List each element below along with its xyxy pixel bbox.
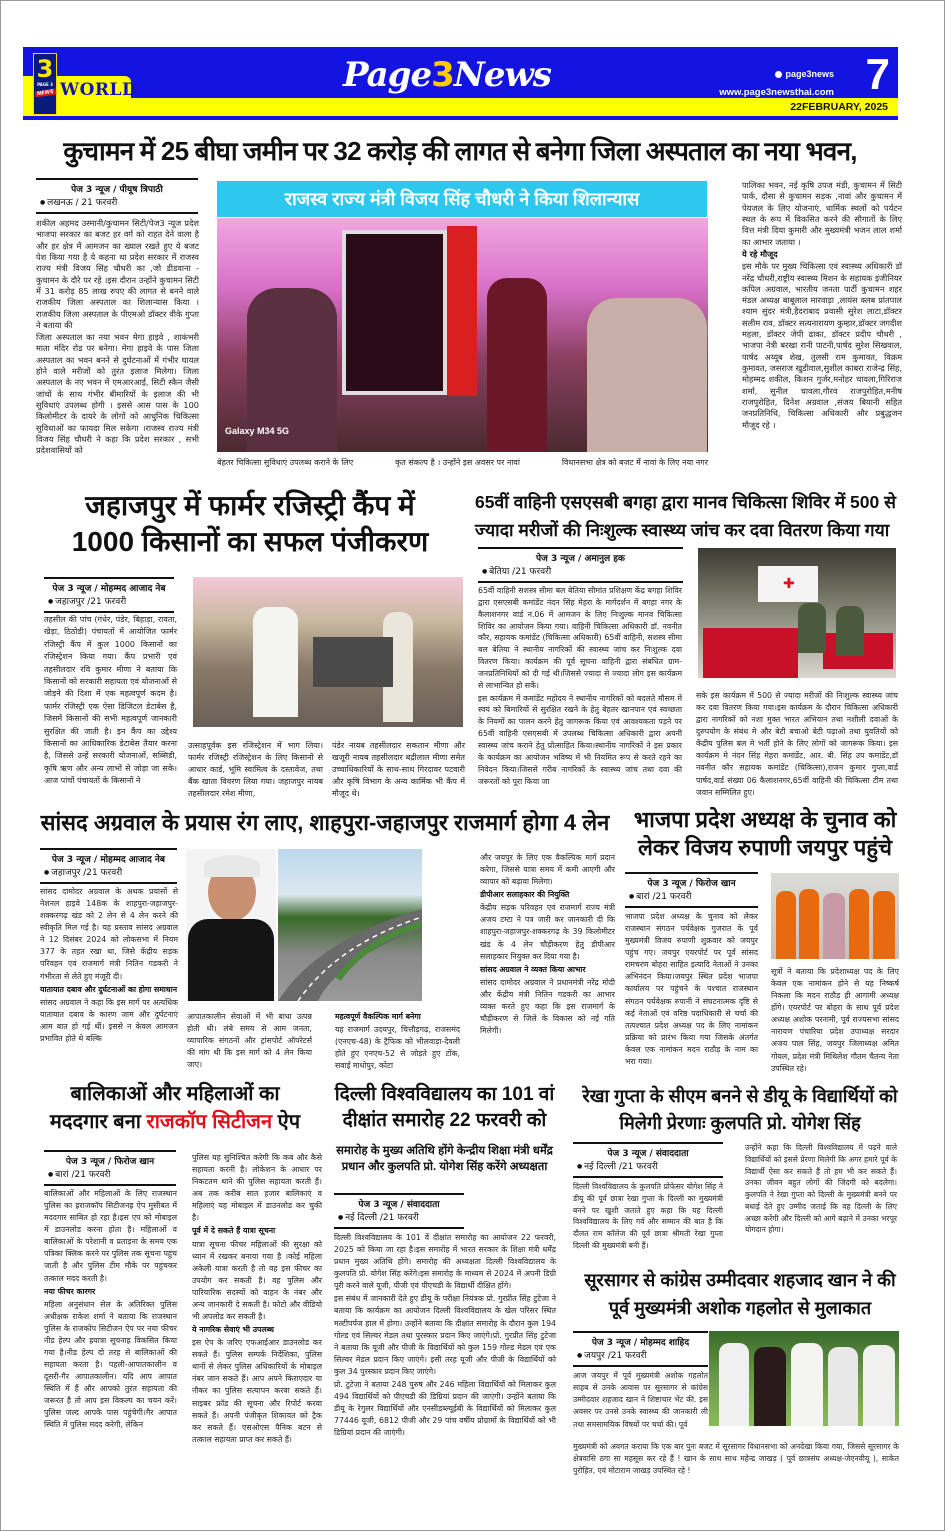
article-column — [573, 1441, 899, 1478]
foundation-plaque — [342, 230, 447, 395]
headline-part: मददगार बना — [49, 1111, 141, 1133]
article-column — [332, 740, 465, 801]
article-column — [745, 1142, 897, 1237]
paragraph: बालिकाओं और महिलाओं के लिए राजस्थान पुलिस का ह्रराजकॉप सिटीजनह्र ऐप मुसीबत में मददगार साबित हो रहा है।इस एप को मोबाइल में डाउनलोड करना होता है। महिलाओं व बालिकाओं के परेशानी व प्रताड़ना के समय एक पत्रिका क्लिक करने पर पुलिस तक सूचना पहुंच जाती है और पुलिस टीम मौके पर पहुंचकर तत्काल मदद करती है। — [44, 1189, 177, 1283]
paragraph: सांसद दामोदर अग्रवाल ने प्रधानमंत्री नरेंद्र मोदी और केंद्रीय मंत्री नितिन गडकरी का आभार व्यक्त करते हुए कहा कि इस राजमार्ग के चौड़ीकरण से जिले के विकास को नई गति मिलेगी। — [480, 977, 615, 1036]
date-strip — [23, 98, 898, 116]
paragraph: उत्साहपूर्वक इस रजिस्ट्रेशन में भाग लिया। फार्मर रजिस्ट्री रजिस्ट्रेशन के लिए किसानों से आधार कार्ड, भूमि स्वामित्व के दस्तावेज, तथा बैंक खाता विवरण लिया गया। जहाजपुर नायब तहसीलदार रमेश मीणा, — [188, 741, 323, 798]
photo-caption-row — [217, 457, 708, 468]
red-cross-icon: ✚ — [783, 576, 795, 592]
caption-text: विधानसभा क्षेत्र को बजट में नावां के लिए नया नगर — [561, 458, 708, 467]
social-text: page3news — [785, 69, 834, 79]
paragraph: यात्रा सूचना फीचर महिलाओं की सुरक्षा को ध्यान में रखकर बनाया गया है ।कोई महिला अकेली यात्रा करती है तो वह इस फीचर का उपयोग कर सकती है। वह पुलिस और पारियारिक सदस्यों को वाहन के नंबर और अन्य जानकारी दे सकती है। फोटो और वीडियो भी अपलोड कर सकती है। — [192, 1239, 322, 1322]
paragraph: महिला अनुसंधान सेल के अतिरिक्त पुलिस अधीक्षक राकेश शर्मा ने बताया कि राजस्थान पुलिस के राजकोप सिटीजन ऐप पर नया फीचर नीड हेल्प और ह्रयात्रा सूचनाह्र विकसित किया गया है।नीड हेल्प दो तरह से बालिकाओं की सहायता करता है। पहली-आपातकालीन व दूसरी-गैर आपातकालीन। यदि आप आपात स्थिति में हैं और आपको तुरंत सहायता की जरूरत है तो आप इस विकल्प का चयन करें।पुलिस जल्द आपके पास पहुंचेगी।गैर आपात स्थिति में पुलिस मदद करेगी, लेकिन — [44, 1299, 177, 1430]
headline-rajcop — [40, 1080, 310, 1136]
subheading: ये रहे मौजूद — [742, 248, 778, 259]
paragraph: शकील अहमद उस्मानी/कुचामन सिटी/पेज3 न्यूज प्रदेश भाजपा सरकार का बजट हर वर्ग को राहत देने वाला है और हर क्षेत्र में आमजन का ख्याल रखते हुए ये बजट पेश किया गया है ये कहना था प्रदेश सरकार में राजस्व राज्य मंत्री विजय सिंह चौधरी का ,जो डीडवाना - कुचामन के दौरे पर रहे ।इस दौरान उन्होंने कुचामन सिटी में 31 करोड़ 85 लाख रुपए की लागत से बनने वाले राजकीय जिला अस्पताल का शिलान्यास किया । राजकीय जिला अस्पताल के पीएमओ डॉक्टर वीके गुप्ता ने बताया की — [36, 218, 199, 330]
headline-bjp — [620, 806, 910, 862]
person — [849, 889, 869, 959]
paragraph: यह राजमार्ग उदयपुर, चित्तौड़गढ़, राजसमंद (एनएच-48) के ट्रैफिक को भीलवाड़ा-देवली होते हुए एनएच-52 से जोड़ते हुए टोंक, सवाई माधोपुर, कोटा — [335, 1025, 460, 1071]
headline-ssb: 65वीं वाहिनी एसएसबी बगहा द्वारा मानव चिकित्सा शिविर में 500 से ज्यादा मरीजों की निःशुल्क स्वास्थ्य जांच कर दवा वितरण किया गया — [475, 492, 896, 540]
byline-place: ● लखनऊ / 21 फरवरी — [36, 195, 198, 208]
person — [253, 607, 298, 717]
social-icon — [775, 71, 782, 78]
headline-line: जहाजपुर में फार्मर रजिस्ट्री कैंप में — [85, 490, 415, 521]
photo-watermark: Galaxy M34 5G — [225, 426, 290, 436]
person — [776, 891, 796, 959]
paragraph: इस संबंध में जानकारी देते हुए डीयू के परीक्षा नियंत्रक प्रो. गुरप्रीत सिंह टुटेजा ने बताया कि कार्यक्रम का आयोजन दिल्ली विश्वविद्यालय के खेल परिसर स्थित मल्टीपर्पज हाल में होगा। उन्होंने बताया कि दीक्षांत समारोह के दौरान कुल 194 गोल्ड एवं सिल्वर मेडल तथा पुरस्कार प्रदान किए जाएंगे।प्रो. गुरप्रीत सिंह टुटेजा ने बताया कि यूजी और पीजी के विद्यार्थियों को कुल 159 गोल्ड मेडल एवं एक सिल्वर मेडल प्रदान किए जाएंगे। इसी तरह यूजी और पीजी के विद्यार्थियों को कुल 34 पुरस्कार प्रदान किए जाएंगे। — [334, 1294, 556, 1376]
logo-number: 3 — [36, 55, 54, 83]
article-column — [625, 911, 758, 1069]
app-name-highlight: राजकॉप सिटीजन — [146, 1111, 273, 1133]
person — [754, 1347, 786, 1426]
mp-portrait — [186, 849, 276, 1001]
red-curtain — [447, 226, 477, 396]
camp-sign — [758, 566, 818, 602]
byline-author: पेज 3 न्यूज / मोहम्मद आजाद नेब — [51, 855, 166, 865]
headline-du: दिल्ली विश्वविद्यालय का 101 वां दीक्षांत समारोह 22 फरवरी को — [334, 1084, 555, 1131]
headline-line: लेकर विजय रुपाणी जयपुर पहुंचे — [638, 835, 892, 860]
byline-place: ● जहाजपुर /21 फरवरी — [44, 594, 174, 607]
subheading: नया फीचर कारगर — [44, 1286, 96, 1296]
subheading: सांसद अग्रवाल ने व्यक्त किया आभार — [480, 964, 586, 974]
headline-sursagar: सूरसागर से कांग्रेस उम्मीदवार शहजाद खान ने की पूर्व मुख्यमंत्री अशोक गहलोत से मुलाकात — [584, 1270, 896, 1318]
bjp-leaders-photo — [771, 873, 899, 959]
table — [703, 628, 798, 678]
paragraph: सके इस कार्यक्रम में 500 से ज्यादा मरीजों की निःशुल्क स्वास्थ्य जांच कर दवा वितरण किया गया।इस कार्यक्रम के दौरान चिकित्सा अधिकारी द्वारा नागरिकों को नशा मुक्त भारत अभियान तथा नशीली दवाओं के दुरुपयोग के संबंध मे और बेटी बचाओ बेटी पढ़ाओ तथा युवतियों को केंद्रीय पुलिस बल मे भर्ती होने के लिए लोगों को जागरूक किया। इस कार्यक्रम मे नंदन सिंह मेहरा कमांडेंट, आर. बी. सिंह उप कमांडेंट,डॉ नवनीत कौर सहायक कमांडेंट (चिकित्सा),राजन कुमार गुप्ता,वार्ड पार्षद,वार्ड संख्या 06 कैलाशनगर,65वीं वाहिनी की चिकित्सा टीम तथा जवान सम्मिलित हुए। — [696, 691, 898, 797]
paragraph: इस ऐप के जरिए एफआईआर डाउनलोड कर सकते हैं। पुलिस सम्पर्क निर्देशिका, पुलिस थानों से लेकर पुलिस अधिकारियों के मोबाइल नंबर जान सकते हैं। आप अपने किराएदार या नौकर का पुलिस सत्यापन करवा सकते हैं। साइबर फ्रॉड की सूचना और रिपोर्ट करवा सकते हैं। अपनी पंजीकृत शिकायत को ट्रैक कर सकते हैं। एसओएस पैनिक बटन से तत्काल सहायता प्राप्त कर सकते हैं। — [192, 1338, 322, 1444]
person — [487, 278, 547, 452]
paragraph: पालिका भवन, नई कृषि उपज मंडी, कुचामन में सिटी पार्क, दौसा से कुचामन सड़क ,नावां और कुचामन में पेयजल के लिए योजनाएं, धार्मिक स्थलों को पर्यटन स्थल के रूप में विकसित करने की सौगातों के लिए वित्त मंत्री दिया कुमारी और मुख्यमंत्री भजन लाल शर्मा का आभार जताया । — [742, 180, 902, 247]
subheadline-du: समारोह के मुख्य अतिथि होंगे केन्द्रीय शिक्षा मंत्री धर्मेंद्र प्रधान और कुलपति प्रो. योगेश सिंह करेंगे अध्यक्षता — [336, 1145, 553, 1173]
photo-banner: राजस्व राज्य मंत्री विजय सिंह चौधरी ने किया शिलान्यास — [217, 181, 707, 217]
paragraph: भाजपा प्रदेश अध्यक्ष के चुनाव को लेकर राजस्थान संगठन पर्यवेक्षक गुजरात के पूर्व मुख्यमंत्री विजय रुपाणी शुक्रवार को जयपुर पहुंच गए। जयपुर एयरपोर्ट पर पूर्व सांसद रामचरण बोहरा साहित इत्यादि नेताओं ने उनका अभिनंदन किया।जयपुर स्थित प्रदेश भाजपा कार्यालय पर पहुंचने के पश्चात राजस्थान संगठन पर्यवेक्षक रुपानी ने संघटनात्मक दृष्टि से कई नेताओं एवं वरिष्ठ पदाधिकारी से चर्चा की तत्पश्चात प्रदेश अध्यक्ष पद के लिए नामांकन प्रक्रिया को प्रारंभ किया गया जिसके अंतर्गत केवल एक नामांकन मदन राठौड़ के नाम का भरा गया। — [625, 912, 758, 1066]
paragraph: इस मौके पर मुख्य चिकित्सा एवं स्वास्थ्य अधिकारी डॉ नरेंद्र चौधरी,राष्ट्रीय स्वास्थ्य मिशन के सहायक इंजीनियर कपिल अग्रवाल, भारतीय जनता पार्टी कुचामन शहर मंडल अध्यक्ष बाबूलाल मारवाड़ा ,लायंस क्लब प्रांतपाल श्याम सुंदर मंत्री,हैदराबाद प्रवासी सुरेश लाटा,डॉक्टर सलीम राव, डॉक्टर सत्यनारायण कुम्हार,डॉक्टर जगदीश महला, डॉक्टर जेपी ढाका, डॉक्टर प्रदीप चौधरी , भाजपा नेत्री बरखा रानी पाटनी,पार्षद सुरेश सिखवाल, पार्षद अय्यूब शेख, तुलसी राम कुमावत, विक्रम कुमावत, जसराज खुडीवाल,सुशील काबरा राजेन्द्र सिंह, मोहम्मद शकील, किशन गुर्जर,मनोहर चावला,गिरिराज शर्मा, सुनील चावला,गौरव राजपुरोहित,मनीष राजपुरोहित, दिनेश अग्रवाल ,संजय बियानी सहित जनप्रतिनिधि, चिकित्सा अधिकारी और प्रबुद्धजन मौजूद रहे । — [742, 261, 902, 430]
brand-post: News — [453, 55, 551, 95]
medical-camp-photo — [698, 548, 896, 678]
byline-author: पेज 3 न्यूज / अमानुल हक — [536, 554, 625, 564]
paragraph: सांसद दामोदर अग्रवाल के अथक प्रयासों से नेशनल हाइवे 148क के शाहपुरा-जहाजपुर-शक्करगढ़ खंड को 2 लेन से 4 लेन करने की स्वीकृति मिल गई है। यह प्रस्ताव सांसद अग्रवाल ने 12 दिसंबर 2024 को लोकसभा में नियम 377 के तहत रखा था, जिसे केंद्रीय सड़क परिवहन एवं राजमार्ग मंत्री नितिन गडकरी ने गंभीरता से लेते हुए मंजूरी दी। — [40, 887, 178, 981]
person — [828, 1347, 858, 1426]
headline-rekha: रेखा गुप्ता के सीएम बनने से डीयू के विद्यार्थियों को मिलेगी प्रेरणाः कुलपति प्रो. योगेश सिंह — [582, 1086, 898, 1133]
article-column — [480, 852, 615, 1038]
byline-author: पेज 3 न्यूज / मोहम्मद आजाद नेब — [52, 584, 166, 594]
newspaper-title — [343, 55, 551, 95]
paragraph: 65वीं वाहिनी सशस्त्र सीमा बल बेतिया सीमांत प्रशिक्षण केंद्र बगहा शिविर द्वारा एसएसबी कमांडेंट नंदन सिंह मेहरा के मार्गदर्शन में बगहा नगर के कैलाशनगर वार्ड न.06 में आमजन के लिए निःशुल्क मानव चिकित्सा शिविर का आयोजन किया गया। वाहिनी चिकित्सा अधिकारी डॉ. नवनीत कौर, सहायक कमांडेंट (चिकित्सा अधिकारी) 65वीं वाहिनी, सशस्त्र सीमा बल बेतिया ने स्थानीय नागरिकों की स्वास्थ्य जांच कर निःशुल्क दवा वितरण किया। कार्यक्रम की पूर्व सूचना वाहिनी द्वारा संबंधित ग्राम-जनप्रतिनिधियों को दी गई थी।जिससे ज्यादा से ज्यादा लोग इस कार्यक्रम से लाभान्वित हो सकें। — [478, 586, 682, 690]
headline-line: 1000 किसानों का सफल पंजीकरण — [71, 526, 429, 557]
article-column — [335, 1011, 460, 1073]
paragraph: मुख्यमंत्री को अवगत कराया कि एक बार पुनः बजट में सूरसागर विधानसभा को अनदेखा किया गया, जिससे सूरसागर के क्षेत्रवासि ठगा सा महसूस कर रहे हैं ! खान के साथ साथ महेन्द्र जाखड़ ( पूर्व छात्रसंघ अध्यक्ष-जेएनवीयू ), साकेत पुरोहित, एवं मोटाराम जाखड़ उपस्थित रहे ! — [573, 1442, 899, 1476]
article-column — [192, 1152, 322, 1447]
byline-du — [334, 1193, 464, 1229]
paragraph: पुलिस यह सुनिश्चित करेगी कि कब और कैसे सहायता करनी है। लोकेशन के आधार पर निकटतम थाने की पुलिस सहायता करती हैं। अब तक करीब सात हजार बालिकाएं व महिलाएं यह मोबाइल में डाउनलोड कर चुकी है। — [192, 1153, 322, 1223]
hair — [204, 855, 260, 877]
byline-bjp — [625, 872, 758, 908]
paragraph: उन्होंने कहा कि दिल्ली विश्वविद्यालय में पढ़ने वाले विद्यार्थियों को इससे प्रेरणा मिलेगी कि अगर हमारे पूर्व के विद्यार्थी ऐसा कर सकते हैं तो हम भी कर सकते हैं। उनका जीवन बहुत लोगों की जिंदगी को बदलेगा। कुलपति ने रेखा गुप्ता को दिल्ली के मुख्यमंत्री बनने पर बधाई देते हुए उम्मीद जताई कि वह दिल्ली के लिए अच्छा करेंगी और दिल्ली को आगे बढ़ाने में उनका भरपूर योगदान होगा। — [745, 1143, 897, 1235]
byline-highway — [40, 848, 177, 884]
article-column — [573, 1370, 708, 1432]
headline-highway: सांसद अग्रवाल के प्रयास रंग लाए, शाहपुरा-जहाजपुर राजमार्ग होगा 4 लेन — [40, 810, 610, 835]
highway-photo — [278, 849, 422, 1001]
byline-place: ● बारां /21 फरवरी — [44, 1167, 176, 1180]
paragraph: जिला अस्पताल का नया भवन मेगा हाइवे , शाकंभरी माता मंदिर रोड पर बनेगा। मेगा हाइवे के पास जिला अस्पताल का भवन बनने से दुर्घटनाओं में गंभीर घायल होने वाले मरीजों को तुरंत इलाज मिलेगा। जिला अस्पताल के नए भवन में एमआरआई, सिटी स्कैन जैसी जांचों के साथ गंभीर बीमारियों के इलाज की भी सुविधाएं उपलब्ध होगी । इससे आस पास के 100 किलोमीटर के दायरे के लोगों को आधुनिक चिकित्सा सुविधाओं का फायदा मिल सकेगा ।राजस्व राज्य मंत्री विजय सिंह चौधरी ने कहा कि प्रदेश सरकार , सभी प्रदेशवासियों को — [36, 332, 199, 456]
subheading: डीपीआर सलाहकार की नियुक्ति — [480, 890, 570, 900]
byline-ssb — [478, 547, 683, 583]
person — [587, 298, 707, 452]
paragraph: और जयपुर के लिए एक वैकल्पिक मार्ग प्रदान करेगा, जिससे यात्रा समय में कमी आएगी और व्यापार को बढ़ावा मिलेगा। — [480, 853, 615, 887]
paragraph: प्रो. टुटेजा ने बताया 248 पुरुष और 246 महिला विद्यार्थियों को मिलाकर कुल 494 विद्यार्थियों को पीएचडी की डिग्रियां प्रदान की जाएंगी। उन्होंने बताया कि डीयू के रेगुलर विद्यार्थियों और एनसीडब्ल्यूईबी के विद्यार्थियों को मिलाकर कुल 77446 यूजी, 6812 पीजी और 29 पांच वर्षीय प्रोग्रामों के विद्यार्थियों को भी डिग्रियां प्रदान की जाएंगी। — [334, 1379, 556, 1438]
article-column — [40, 886, 178, 1046]
person — [836, 606, 864, 656]
paragraph: आपातकालीन सेवाओं में भी बाधा उत्पन्न होती थी। लंबे समय से आम जनता, व्यापारिक संगठनों और ट्रांसपोर्ट ऑपरेटर्स की मांग थी कि इस मार्ग को 4 लेन किया जाए। — [187, 1012, 312, 1070]
headline-line: बालिकाओं और महिलाओं का — [70, 1083, 280, 1105]
article-column — [44, 614, 177, 788]
person — [873, 891, 895, 959]
byline-author: पेज 3 न्यूज / संवाददाता — [607, 1149, 689, 1159]
brand-num: 3 — [431, 55, 454, 95]
article-column — [187, 1011, 312, 1072]
subheading: पूर्व में दे सकते हैं यात्रा सूचना — [192, 1226, 276, 1236]
byline-author: पेज 3 न्यूज / फिरोज खान — [65, 1157, 155, 1167]
person — [799, 889, 819, 959]
article-column — [44, 1188, 177, 1433]
person — [863, 1345, 895, 1426]
byline-author: पेज 3 न्यूज / फिरोज खान — [647, 879, 736, 889]
article-column — [742, 180, 902, 432]
article-column — [696, 690, 898, 800]
issue-date: 22FEBRUARY, 2025 — [790, 101, 888, 113]
byline-place: ● जहाजपुर /21 फरवरी — [40, 865, 177, 878]
subheading: यातायात दबाव और दुर्घटनाओं का होगा समाधान — [40, 984, 178, 994]
paragraph: दिल्ली विश्वविद्यालय के कुलपति प्रोफेसर योगेश सिंह ने डीयू की पूर्व छात्रा रेखा गुप्ता के दिल्ली का मुख्यमंत्री बनने पर खुशी जताते हुए कहा कि यह दिल्ली विश्वविद्यालय के लिए गर्व और सम्मान की बात है कि दौलत राम कॉलेज की पूर्व छात्रा श्रीमती रेखा गुप्ता दिल्ली की मुख्यमंत्री बनी हैं। — [573, 1182, 723, 1250]
headline-kuchaman: कुचामन में 25 बीघा जमीन पर 32 करोड़ की लागत से बनेगा जिला अस्पताल का नया भवन, — [20, 130, 900, 172]
article-column — [478, 585, 682, 788]
section-label: WORLD — [60, 80, 138, 100]
byline-place: ● बेतिया /21 फरवरी — [478, 564, 683, 577]
masthead — [23, 47, 898, 120]
inauguration-photo — [217, 218, 708, 452]
road-graphic — [278, 849, 422, 1001]
person — [798, 603, 826, 653]
subheading: महत्वपूर्ण वैकल्पिक मार्ग बनेगा — [335, 1012, 421, 1021]
jacket — [188, 919, 274, 1001]
byline-rajcop — [44, 1150, 176, 1186]
farmer-camp-photo — [193, 577, 463, 727]
byline-place: ● नई दिल्ली /21 फरवरी — [334, 1210, 464, 1223]
person — [791, 1343, 823, 1426]
paragraph: इस कार्यक्रम में कमांडेंट महोदय ने स्थानीय नागरिकों को बदलते मौसम में स्वयं को बिमारियों से सुरक्षित रखने के हेतु बेहतर खानपान एवं स्वच्छता के नियमों का पालन करने हेतु जागरूक किया एवं आवश्यकता पड़ने पर 65वीं वाहिनी एसएसबी में उपलब्ध चिकित्सा अधिकारी द्वारा अपनी स्वास्थ्य जांच कराने हेतु प्रोत्साहित किया।स्थानीय नागरिकों ने इस प्रकार के कार्यक्रम का आयोजन भविष्य में भी नियमित रूप से करते रहने का निवेदन किया।जिससे गरीब नागरिकों के स्वास्थ्य जांच तथा दवा की जरूरतों को पूरा किया जा — [478, 693, 682, 786]
byline-author: पेज 3 न्यूज / मोहम्मद शाहिद — [591, 1338, 690, 1348]
article-column — [36, 218, 199, 458]
person — [719, 1343, 749, 1426]
headline-jahazpur — [40, 488, 460, 560]
caption-text: कृत संकल्प है । उन्होंने इस अवसर पर नावां — [395, 458, 520, 467]
paragraph: केंद्रीय सड़क परिवहन एवं राजमार्ग राज्य मंत्री अजय टम्टा ने पत्र जारी कर जानकारी दी कि शाहपुरा-जहाजपुर-शक्करगढ़ के 39 किलोमीटर खंड के 4 लेन चौड़ीकरण हेतु डीपीआर सलाहकार नियुक्त कर दिया गया है। — [480, 903, 615, 961]
paragraph: सूत्रों ने बताया कि प्रदेशाध्यक्ष पद के लिए केवल एक नामांकन होने से यह निष्कर्ष निकला कि मदन राठौड़ ही आगामी अध्यक्ष होंगे। एयरपोर्ट पर बोहरा के साथ पूर्व प्रदेश अध्यक्ष अशोक परनामी, पूर्व राज्यसभा सांसद नारायण पंचारिया प्रदेश उपाध्यक्ष सरदार अजय पाल सिंह, जयपुर जिलाध्यक्ष अमित गोयल, प्रदेश मंत्री मिथिलेश गौतम चैतन्य नेता उपस्थित रहे। — [771, 967, 899, 1073]
page-number: 7 — [865, 50, 890, 99]
byline-sursagar — [573, 1331, 708, 1367]
headline-line: भाजपा प्रदेश अध्यक्ष के चुनाव को — [633, 807, 897, 832]
byline-place: ● जयपुर /21 फरवरी — [573, 1348, 708, 1361]
article-column — [188, 740, 323, 801]
paragraph: आज जयपुर में पूर्व मुख्यमंत्री अशोक गहलोत साहब से उनके आवास पर सूरसागर से कांग्रेस उम्मीदवार शहजाद खान ने शिष्टाचार भेंट की. इस अवसर पर उनसे उनके स्वास्थ्य की जानकारी ली तथा समसामयिक विषयों पर चर्चा की। पूर्व — [573, 1371, 708, 1429]
byline-author: पेज 3 न्यूज / पीयूष त्रिपाठी — [71, 185, 163, 195]
social-handle[interactable] — [775, 69, 834, 79]
headline-part: ऐप — [277, 1111, 301, 1133]
paragraph: पंडेर नायब तहसीलदार सकतान मीणा और खजूरी नायब तहसीलदार बद्रीलाल मीणा समेत उच्चाधिकारियों के साथ-साथ गिरदावर पटवारी और कृषि विभाग के अन्य कार्मिक भी कैंप में मौजूद थे। — [332, 741, 465, 798]
byline-place: ● बारां /21 फरवरी — [625, 889, 758, 902]
paragraph: तहसील की पांच (गंधेर, पंडेर, बिहाड़ा, रावता, खेड़ा, ठिठोडी) पंचायतों में आयोजित फार्मर रजिस्ट्री कैंप में कुल 1000 किसानों का रजिस्ट्रेशन किया गया। कैंप प्रभारी एवं तहसीलदार रवि कुमार मीणा ने बताया कि किसानों को सरकारी सहायता एवं योजनाओं से जोड़ने की दिशा में एक महत्वपूर्ण कदम है। फार्मर रजिस्ट्री एक ऐसा डिजिटल डेटाबेस है, जिसमें किसानों की सभी महत्वपूर्ण जानकारी सुरक्षित की जाती है। इन कैंप का उद्देश्य किसानों का आधिकारिक डेटाबेस तैयार करना है, जिससे उन्हें सरकारी योजनाओं, सब्सिडी, कृषि ऋण और अन्य लाभों से जोड़ा जा सके। आज पांचों पंचायतों के किसानों ने — [44, 615, 177, 786]
paragraph: दिल्ली विश्वविद्यालय के 101 वें दीक्षांत समारोह का आयोजन 22 फरवरी, 2025 को किया जा रहा है।इस समारोह में भारत सरकार के शिक्षा मंत्री धर्मेंद्र प्रधान मुख्य अतिथि होंगे। समारोह की अध्यक्षता दिल्ली विश्वविद्यालय के कुलपति प्रो. योगेश सिंह करेंगे।इस समारोह के माध्यम से 2024 में अपनी डिग्री पूरी करने वाले यूजी, पीजी एवं पीएचडी के विद्यार्थी दीक्षित होंगे। — [334, 1233, 556, 1291]
person — [823, 893, 845, 959]
paragraph: सांसद अग्रवाल ने कहा कि इस मार्ग पर अत्यधिक यातायात दबाव के कारण जाम और दुर्घटनाएं आम बात हो गई थीं। इससे न केवल आमजन प्रभावित होते थे बल्कि — [40, 997, 178, 1043]
article-column — [334, 1232, 556, 1440]
byline-author: पेज 3 न्यूज / संवाददाता — [358, 1200, 440, 1210]
byline-rekha — [573, 1142, 723, 1178]
logo-news-text: NEWS — [36, 88, 54, 98]
caption-text: बेहतर चिकित्सा सुविधाएं उपलब्ध कराने के लिए — [217, 458, 354, 467]
byline-place: ● नई दिल्ली /21 फरवरी — [573, 1159, 723, 1172]
brand-pre: Page — [343, 55, 432, 95]
website-link[interactable]: www.page3newsthai.com — [719, 87, 834, 98]
logo-page-text: PAGE 3 — [37, 82, 53, 87]
byline-jahazpur — [44, 577, 174, 613]
article-column — [573, 1181, 723, 1253]
table — [313, 637, 393, 687]
meeting-photo — [709, 1331, 899, 1426]
byline-kuchaman — [36, 178, 198, 214]
subheading: ये नागरिक सेवाएं भी उपलब्ध — [192, 1325, 274, 1335]
page3-logo — [33, 53, 57, 115]
headline-line — [40, 1108, 310, 1136]
road — [278, 909, 422, 1001]
article-column — [771, 966, 899, 1076]
masthead-rule — [23, 116, 898, 120]
